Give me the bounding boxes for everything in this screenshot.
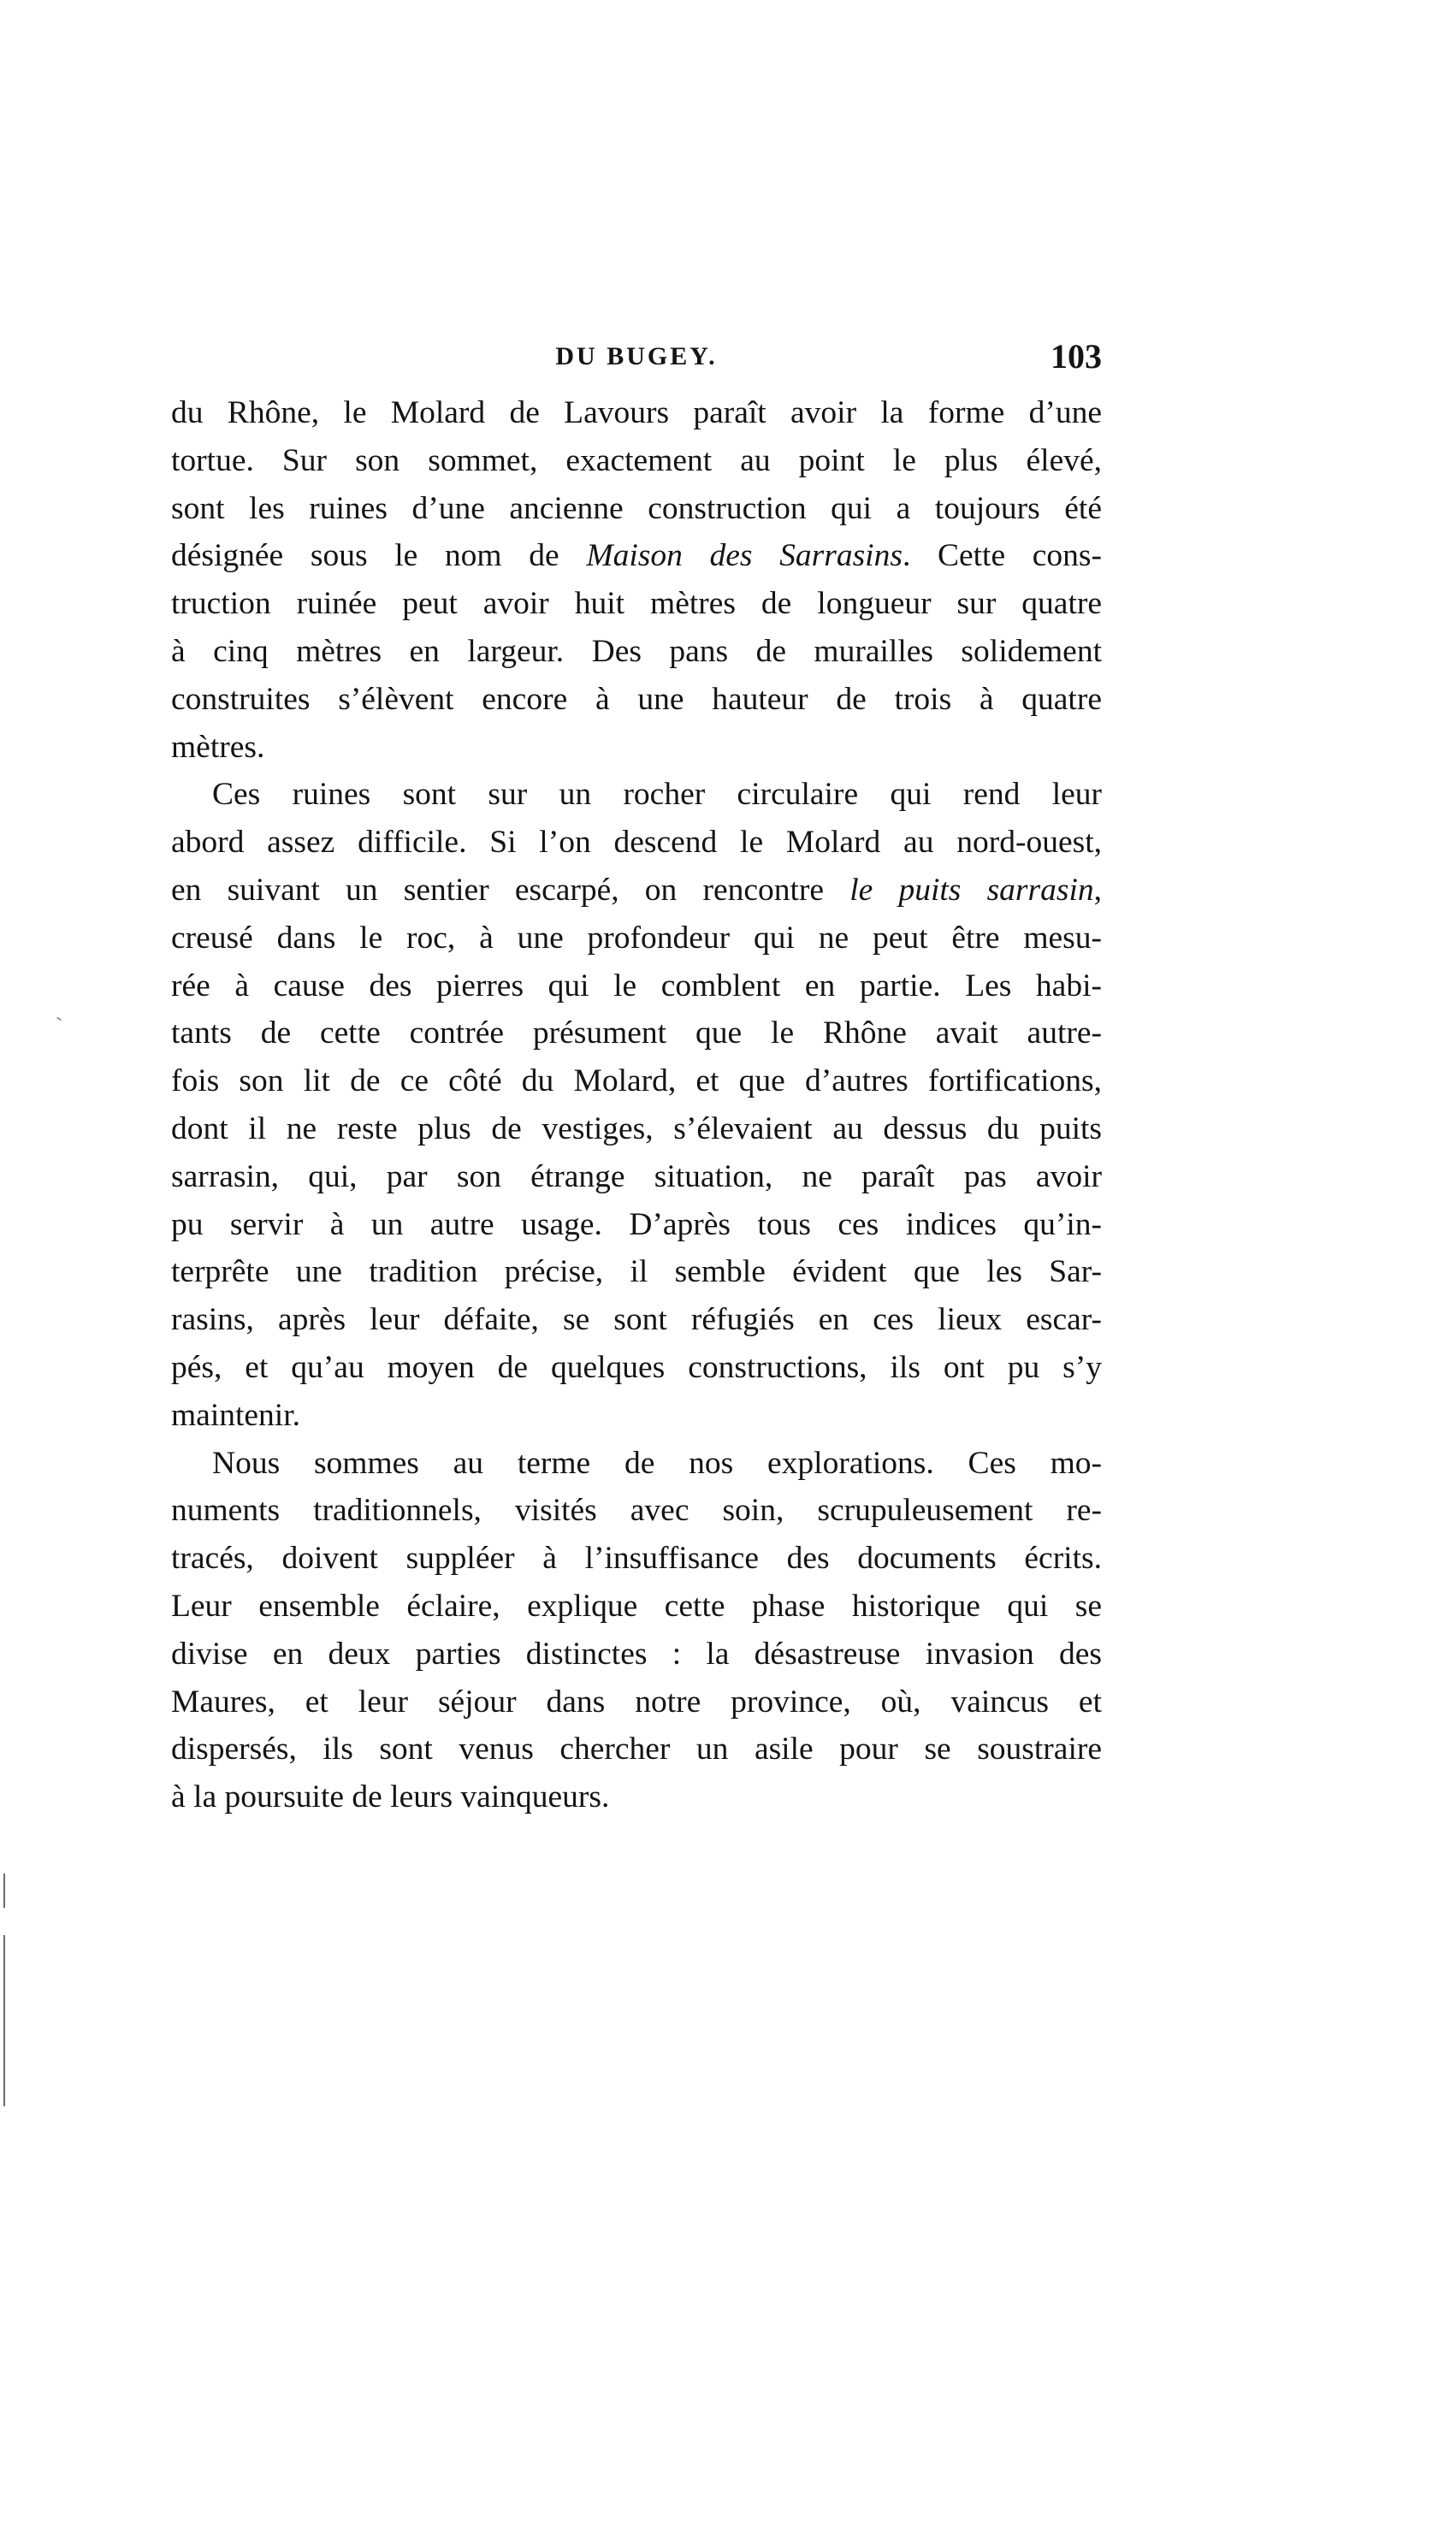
text-line: Maures, et leur séjour dans notre province, où, vaincus et: [171, 1684, 1102, 1720]
text-line: rasins, après leur défaite, se sont réfugiés en ces lieux escar-: [171, 1302, 1102, 1338]
text-line: pu servir à un autre usage. D’après tous ces indices qu’in-: [171, 1206, 1102, 1242]
running-head: [171, 335, 1102, 378]
text-line: truction ruinée peut avoir huit mètres de longueur sur quatre: [171, 586, 1102, 622]
text-line: à cinq mètres en largeur. Des pans de murailles solidement: [171, 633, 1102, 669]
body-text: [171, 389, 1102, 1821]
scan-margin-mark: [3, 1874, 5, 1908]
text-line: tants de cette contrée présument que le Rhône avait autre-: [171, 1015, 1102, 1051]
text-line: mètres.: [171, 729, 265, 765]
text-run: en suivant un sentier escarpé, on rencontre: [171, 872, 850, 908]
scan-speck: [56, 1016, 62, 1021]
text-line: creusé dans le roc, à une profondeur qui ne peut être mesu-: [171, 920, 1102, 956]
text-line: dont il ne reste plus de vestiges, s’élevaient au dessus du puits: [171, 1110, 1102, 1146]
text-line: Ces ruines sont sur un rocher circulaire qui rend leur: [212, 777, 1102, 813]
scan-margin-mark: [3, 1935, 5, 2106]
text-line: [171, 867, 1102, 915]
text-line: maintenir.: [171, 1397, 301, 1433]
text-line: [171, 532, 1102, 580]
text-run: . Cette cons-: [902, 538, 1102, 574]
text-line: sarrasin, qui, par son étrange situation, ne paraît pas avoir: [171, 1158, 1102, 1194]
italic-term-le-puits-sarrasin: le puits sarrasin: [849, 872, 1094, 908]
text-line: pés, et qu’au moyen de quelques constructions, ils ont pu s’y: [171, 1349, 1102, 1385]
text-run: désignée sous le nom de: [171, 538, 587, 574]
text-line: construites s’élèvent encore à une hauteur de trois à quatre: [171, 681, 1102, 717]
page-number: 103: [1051, 337, 1102, 376]
text-line: du Rhône, le Molard de Lavours paraît avoir la forme d’une: [171, 395, 1102, 430]
text-line: dispersés, ils sont venus chercher un asile pour se soustraire: [171, 1732, 1102, 1767]
text-line: terprête une tradition précise, il semble évident que les Sar-: [171, 1254, 1102, 1290]
text-line: divise en deux parties distinctes : la désastreuse invasion des: [171, 1636, 1102, 1672]
text-line: à la poursuite de leurs vainqueurs.: [171, 1779, 610, 1815]
text-line: Nous sommes au terme de nos explorations. Ces mo-: [212, 1445, 1102, 1481]
text-line: Leur ensemble éclaire, explique cette phase historique qui se: [171, 1588, 1102, 1624]
paragraph-2: [171, 771, 1102, 1439]
text-line: sont les ruines d’une ancienne construction qui a toujours été: [171, 490, 1102, 526]
paragraph-1: [171, 389, 1102, 771]
italic-title-maison-des-sarrasins: Maison des Sarrasins: [586, 538, 903, 574]
text-line: tortue. Sur son sommet, exactement au point le plus élevé,: [171, 442, 1102, 478]
running-title: DU BUGEY.: [555, 342, 718, 370]
text-line: rée à cause des pierres qui le comblent en partie. Les habi-: [171, 968, 1102, 1003]
text-run: ,: [1093, 872, 1102, 908]
text-line: tracés, doivent suppléer à l’insuffisance des documents écrits.: [171, 1541, 1102, 1577]
text-line: numents traditionnels, visités avec soin, scrupuleusement re-: [171, 1493, 1102, 1529]
text-line: abord assez difficile. Si l’on descend le Molard au nord-ouest,: [171, 825, 1102, 861]
paragraph-3: [171, 1440, 1102, 1821]
text-line: fois son lit de ce côté du Molard, et que d’autres fortifications,: [171, 1063, 1102, 1099]
